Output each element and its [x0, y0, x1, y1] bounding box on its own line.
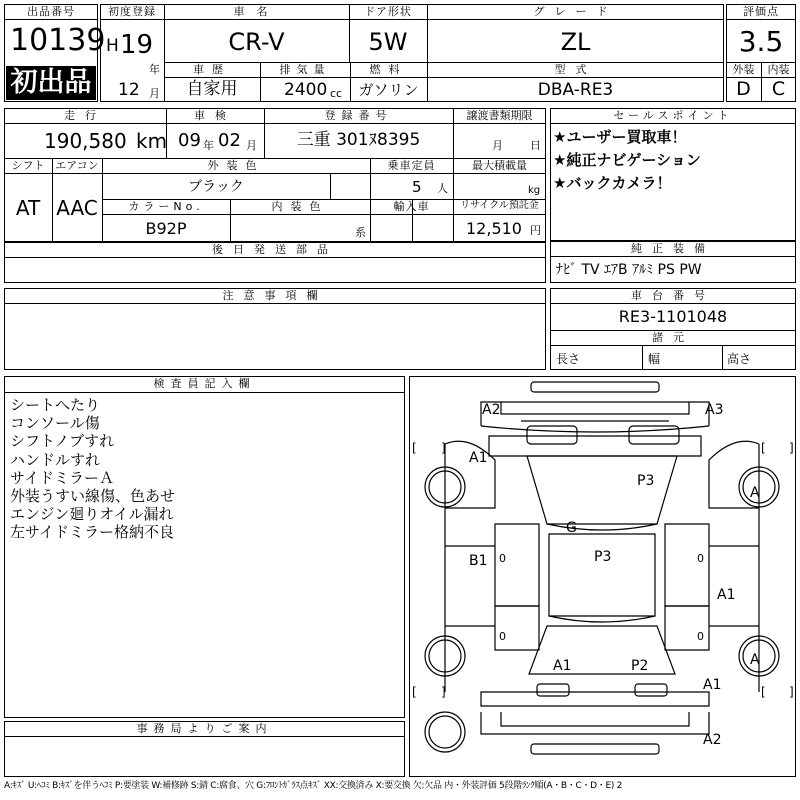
car-name: CR-V: [228, 28, 285, 56]
load-label: 最大積載量: [472, 159, 527, 172]
inspector-line: サイドミラーＡ: [10, 468, 114, 487]
ac-label: エアコン: [55, 159, 99, 172]
displacement-unit: cc: [330, 87, 343, 100]
color-no: B92P: [145, 219, 187, 238]
mileage-label: 走行: [64, 109, 106, 122]
chassis-label: 車台番号: [631, 289, 715, 302]
int-label: 内装: [767, 63, 790, 76]
sales-points-label: セールスポイント: [613, 109, 733, 122]
grade-label: グレード: [533, 5, 618, 18]
recycle-unit: 円: [530, 224, 541, 237]
car-damage-diagram: [409, 376, 796, 777]
lot-label: 出品番号: [27, 5, 75, 18]
mileage-unit: km: [136, 129, 168, 153]
inspector-notes: [10, 396, 175, 542]
zero-mark: 0: [499, 630, 506, 643]
first-reg-label: 初度登録: [108, 5, 156, 18]
damage-mark: A2: [482, 402, 501, 418]
score: 3.5: [738, 25, 784, 58]
inspector-line: ハンドルすれ: [10, 450, 101, 469]
inspector-line: シートへたり: [10, 396, 101, 414]
inspector-line: 外装うすい線傷、色あせ: [10, 487, 176, 506]
bracket-mark: ]: [441, 441, 446, 455]
inspector-label: 検査員記入欄: [153, 377, 256, 390]
transfer-label: 譲渡書類期限: [466, 109, 533, 122]
bracket-mark: [: [412, 441, 417, 455]
recycle-label: リサイクル預託金: [460, 200, 539, 211]
displacement-label: 排気量: [279, 63, 331, 76]
ac: AAC: [56, 196, 98, 220]
model-label: 型式: [554, 63, 597, 76]
chassis-number: RE3-1101048: [618, 307, 728, 326]
inspector-line: シフトノブすれ: [10, 432, 115, 451]
damage-mark: P3: [637, 473, 655, 489]
inspector-line: エンジン廻りオイル漏れ: [10, 505, 174, 524]
grade: ZL: [560, 28, 591, 56]
notes-label: 注意事項欄: [222, 289, 328, 302]
sales-point-2: ★純正ナビゲーション: [553, 151, 701, 169]
later-parts-label: 後日発送部品: [212, 243, 338, 256]
inspection-month: 02: [218, 130, 241, 151]
shift: AT: [15, 196, 41, 220]
capacity: 5: [412, 178, 422, 196]
lot-number: 10139: [10, 23, 106, 58]
sales-point-3: ★バックカメラ！: [553, 174, 672, 192]
car-name-label: 車名: [233, 5, 280, 18]
inspector-line: コンソール傷: [10, 414, 100, 433]
fuel-label: 燃料: [369, 63, 408, 76]
plate: 三重 301ﾇ8395: [296, 130, 421, 150]
ext-grade: D: [736, 78, 751, 100]
color-no-label: カラーNo.: [128, 200, 204, 213]
damage-mark: P3: [594, 549, 612, 565]
zero-mark: 0: [499, 552, 506, 565]
mileage: 190,580: [44, 129, 127, 153]
zero-mark: 0: [697, 552, 704, 565]
capacity-label: 乗車定員: [387, 159, 436, 172]
model: DBA-RE3: [537, 80, 614, 100]
inspection-year-unit: 年: [203, 139, 214, 152]
plate-label: 登録番号: [324, 109, 393, 122]
damage-mark: A1: [553, 658, 572, 674]
inspection-label: 車検: [194, 109, 236, 122]
load-unit: kg: [528, 185, 541, 196]
shift-label: シフト: [11, 159, 45, 172]
year-unit: 年: [149, 63, 160, 76]
damage-mark: B1: [469, 553, 488, 569]
damage-mark: A1: [703, 677, 722, 693]
ext-label: 外装: [732, 63, 755, 76]
exterior-color-label: 外装色: [207, 159, 265, 172]
fuel: ガソリン: [358, 81, 419, 99]
interior-color-unit: 系: [355, 226, 366, 239]
specs-label: 諸元: [652, 331, 694, 344]
bracket-mark: [: [761, 685, 766, 699]
bracket-mark: ]: [441, 685, 446, 699]
transfer-day-unit: 日: [530, 139, 541, 152]
damage-mark: A: [750, 485, 760, 501]
displacement: 2400: [284, 80, 328, 100]
era: H: [106, 36, 119, 56]
first-reg-year: 19: [120, 30, 154, 60]
equipment-label: 純正装備: [631, 242, 715, 255]
damage-mark: A3: [705, 402, 724, 418]
length-label: 長さ: [556, 352, 581, 366]
damage-mark: A1: [469, 450, 488, 466]
width-label: 幅: [648, 352, 661, 366]
damage-mark: A1: [717, 587, 736, 603]
bracket-mark: ]: [789, 685, 794, 699]
int-grade: C: [771, 78, 786, 100]
damage-mark: P2: [631, 658, 649, 674]
inspection-year: 09: [178, 130, 201, 151]
month-unit: 月: [149, 87, 160, 100]
history-label: 車歴: [193, 63, 231, 76]
import-label: 輸入車: [393, 200, 430, 213]
exterior-color: ブラック: [188, 179, 244, 195]
first-listing-text: 初出品: [10, 67, 92, 98]
door: 5W: [368, 28, 408, 56]
score-label: 評価点: [743, 5, 779, 18]
equipment-value: ﾅﾋﾞ TV ｴｱB ｱﾙﾐ PS PW: [556, 262, 702, 278]
zero-mark: 0: [697, 630, 704, 643]
capacity-unit: 人: [437, 182, 448, 195]
office-label: 事務局よりご案内: [136, 722, 273, 735]
interior-color-label: 内装色: [271, 200, 329, 213]
sales-point-1: ★ユーザー買取車！: [553, 128, 687, 146]
door-label: ドア形状: [364, 5, 412, 18]
damage-mark: G: [566, 520, 577, 536]
bracket-mark: [: [761, 441, 766, 455]
inspector-line: 左サイドミラー格納不良: [10, 523, 174, 542]
history: 自家用: [186, 79, 238, 99]
bracket-mark: [: [412, 685, 417, 699]
inspection-month-unit: 月: [246, 139, 257, 152]
damage-mark: A: [750, 652, 760, 668]
height-label: 高さ: [727, 352, 752, 366]
bracket-mark: ]: [789, 441, 794, 455]
damage-mark: A2: [703, 732, 722, 748]
first-reg-month: 12: [118, 80, 140, 100]
footer-legend: A:ｷｽﾞ U:ﾍｺﾐ B:ｷｽﾞを伴うﾍｺﾐ P:要塗装 W:補修跡 S:錆 C:腐食、穴 G:ﾌﾛﾝﾄｶﾞﾗｽ点ｷｽﾞ XX:交換済み X:要交換 欠:欠品 内・外装評価 5段階ﾗﾝｸ順(A・B・C・D・E) 2: [4, 781, 623, 791]
transfer-month-unit: 月: [492, 139, 503, 152]
recycle: 12,510: [466, 219, 522, 238]
